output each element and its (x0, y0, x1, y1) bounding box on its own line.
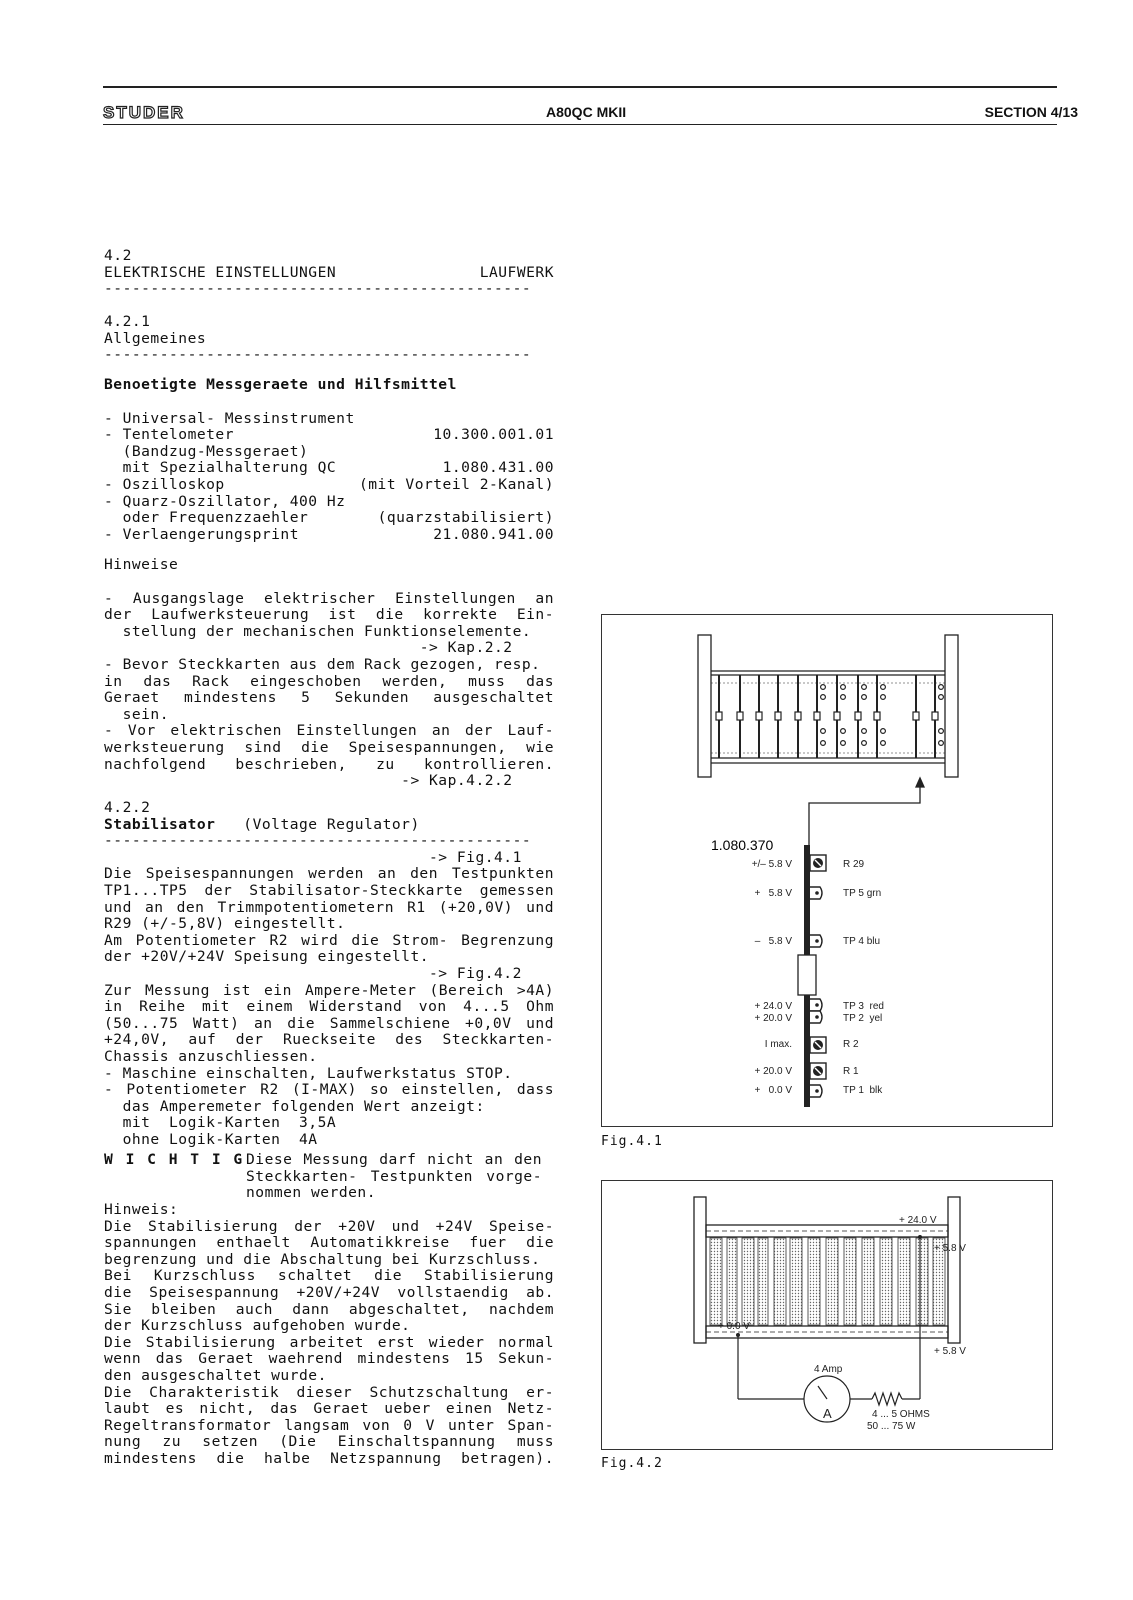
studer-logo: STUDER (103, 103, 185, 122)
text-line: Regeltransformator langsam von 0 V unter Span- (104, 1416, 554, 1434)
text-line: in Reihe mit einem Widerstand von 4...5 Ohm (104, 998, 554, 1016)
text-line: Chassis anzuschliessen. (104, 1047, 318, 1065)
rack-test-point (821, 729, 826, 734)
tool-item (104, 427, 554, 444)
tool-reference: (mit Vorteil 2-Kanal) (358, 475, 554, 493)
text-line: Sie bleiben auch dann abgeschaltet, nachdem (104, 1300, 554, 1318)
text-line: +24,0V, auf der Rueckseite des Steckkarten- (104, 1031, 554, 1049)
figure-4-1-caption: Fig.4.1 (601, 1134, 663, 1149)
tool-item (104, 527, 554, 544)
arrow-to-rack (809, 778, 924, 845)
header-top-rule (103, 86, 1057, 88)
tool-reference: 1.080.431.00 (442, 459, 554, 477)
rear-card-connector (826, 1238, 838, 1325)
rack-test-point (939, 729, 944, 734)
test-point-hole (815, 1003, 819, 1007)
rack-test-point (939, 695, 944, 700)
text-line: Die Speisespannungen werden an den Testpunkten (104, 865, 554, 883)
card-component (798, 955, 816, 995)
stabilisator-text (104, 850, 554, 1149)
text-line: Geraet mindestens 5 Sekunden ausgeschaltet (104, 689, 554, 707)
label-point-4: TP 3 red (843, 1001, 884, 1012)
tool-item (104, 411, 554, 428)
text-line: nachfolgend beschrieben, zu kontrollieren. (104, 755, 554, 773)
text-line: sein. (104, 705, 170, 723)
text-line: -> Fig.4.1 (104, 848, 522, 866)
tool-name: - Oszilloskop (104, 475, 225, 493)
text-line: (50...75 Watt) an die Sammelschiene +0,0V und (104, 1014, 554, 1032)
tool-item (104, 510, 554, 527)
text-line: in das Rack eingeschoben werden, muss das (104, 672, 554, 690)
tool-name: - Verlaengerungsprint (104, 525, 300, 543)
test-point-hole (815, 1089, 819, 1093)
figure-4-2-caption: Fig.4.2 (601, 1456, 663, 1471)
label-voltage-5: + 20.0 V (754, 1013, 792, 1024)
label-watts: 50 ... 75 W (867, 1421, 916, 1432)
text-line: den ausgeschaltet wurde. (104, 1366, 327, 1384)
rack-test-point (939, 685, 944, 690)
tool-name: - Quarz-Oszillator, 400 Hz (104, 492, 346, 510)
figure-4-2 (601, 1180, 1053, 1450)
rack-test-point (841, 729, 846, 734)
tool-reference: 10.300.001.01 (433, 426, 554, 444)
label-point-6: R 2 (843, 1039, 859, 1050)
rack-card-handle (834, 712, 840, 720)
rear-card-connector (790, 1238, 802, 1325)
hinweise-block (104, 557, 554, 790)
ammeter-symbol: A (823, 1406, 832, 1421)
rear-card-connector (916, 1238, 928, 1325)
card-part-number: 1.080.370 (711, 837, 774, 853)
hinweise-heading: Hinweise (104, 556, 179, 573)
label-voltage-8: + 0.0 V (754, 1085, 792, 1096)
card-rack (698, 635, 958, 777)
text-line: - Vor elektrischen Einstellungen an der Lauf- (104, 722, 554, 740)
text-line: nung zu setzen (Die Einschaltspannung muss (104, 1433, 554, 1451)
text-line: - Potentiometer R2 (I-MAX) so einstellen, dass (104, 1081, 554, 1099)
rack-test-point (821, 695, 826, 700)
tool-item (104, 477, 554, 494)
tool-name: mit Spezialhalterung QC (104, 459, 337, 477)
label-voltage-7: + 20.0 V (754, 1066, 792, 1077)
label-voltage-3: – 5.8 V (754, 936, 792, 947)
rack-test-point (821, 741, 826, 746)
text-line: - Bevor Steckkarten aus dem Rack gezogen, resp. (104, 655, 541, 673)
rear-card-connector (898, 1238, 910, 1325)
rear-card-connector (742, 1238, 754, 1325)
label-point-5: TP 2 yel (843, 1013, 883, 1024)
subsection-divider: ---------------------------------------------- (104, 347, 532, 364)
test-point-hole (815, 891, 819, 895)
rack-test-point (939, 741, 944, 746)
text-line: die Speisespannung +20V/+24V vollstaendig ab. (104, 1283, 554, 1301)
rack-test-point (841, 695, 846, 700)
rack-test-point (841, 685, 846, 690)
subsection-number: 4.2.2 (104, 799, 151, 816)
text-line: Die Stabilisierung arbeitet erst wieder normal (104, 1333, 554, 1351)
rack-card-handle (855, 712, 861, 720)
rear-card-connector (758, 1238, 768, 1325)
section-4-2 (104, 248, 554, 298)
subsection-divider: ---------------------------------------------- (104, 833, 532, 850)
text-line: wenn das Geraet waehrend mindestens 15 Sekun- (104, 1350, 554, 1368)
rear-card-connector (808, 1238, 820, 1325)
rack-card-handle (932, 712, 938, 720)
section-title: ELEKTRISCHE EINSTELLUNGEN (104, 263, 337, 281)
tool-item (104, 494, 554, 511)
tool-item (104, 460, 554, 477)
text-line: werksteuerung sind die Speisespannungen, wie (104, 738, 554, 756)
wichtig-label: W I C H T I G (104, 1151, 245, 1168)
figure-4-1-drawing (602, 615, 1051, 1125)
text-line: - Maschine einschalten, Laufwerkstatus STOP. (104, 1064, 513, 1082)
label-point-8: TP 1 blk (843, 1085, 883, 1096)
text-line: R29 (+/-5,8V) eingestellt. (104, 915, 346, 933)
text-line: der +20V/+24V Speisung eingestellt. (104, 948, 430, 966)
text-line: -> Fig.4.2 (104, 964, 522, 982)
text-line: mit Logik-Karten 3,5A (104, 1114, 337, 1132)
hinweis-text (104, 1219, 554, 1468)
text-line: Die Stabilisierung der +20V und +24V Speise- (104, 1217, 554, 1235)
rack-test-point (821, 685, 826, 690)
tools-list (104, 411, 554, 544)
subsection-title: Allgemeines (104, 329, 207, 347)
tools-block (104, 377, 554, 543)
tool-reference: 21.080.941.00 (433, 525, 554, 543)
label-voltage-6: I max. (764, 1039, 792, 1050)
text-line: stellung der mechanischen Funktionselemente. (104, 622, 532, 640)
figure-4-1 (601, 614, 1053, 1127)
section-4-2-2 (104, 800, 554, 1148)
label-amp: 4 Amp (814, 1364, 843, 1375)
text-line: ohne Logik-Karten 4A (104, 1130, 318, 1148)
label-point-7: R 1 (843, 1066, 859, 1077)
rack-test-point (881, 685, 886, 690)
tool-item (104, 444, 554, 461)
label-bottom-bus: + 0.0 V (718, 1321, 750, 1332)
text-line: laubt es nicht, das Geraet ueber einen Netz- (104, 1400, 554, 1418)
rack-card-handle (913, 712, 919, 720)
text-line: -> Kap.2.2 (104, 639, 513, 657)
model-name: A80QC MKII (546, 104, 627, 120)
wichtig-line: Diese Messung darf nicht an den (246, 1151, 542, 1168)
wichtig-line: nommen werden. (246, 1184, 377, 1202)
subsection-title-row (104, 817, 554, 834)
text-line: Zur Messung ist ein Ampere-Meter (Bereich >4A) (104, 981, 554, 999)
section-number: SECTION 4/13 (984, 104, 1078, 120)
tools-heading: Benoetigte Messgeraete und Hilfsmittel (104, 376, 457, 393)
text-line: der Laufwerksteuerung ist die korrekte Ein- (104, 606, 554, 624)
hinweis-heading: Hinweis: (104, 1201, 179, 1218)
text-line: Bei Kurzschluss schaltet die Stabilisierung (104, 1267, 554, 1285)
text-line: TP1...TP5 der Stabilisator-Steckkarte gemessen (104, 881, 554, 899)
text-line: Die Charakteristik dieser Schutzschaltung er- (104, 1383, 554, 1401)
label-right-bottom: + 5.8 V (934, 1346, 966, 1357)
rack-test-point (862, 685, 867, 690)
rack-test-point (881, 729, 886, 734)
rack-test-point (862, 729, 867, 734)
label-voltage-2: + 5.8 V (754, 888, 792, 899)
rack-card-handle (814, 712, 820, 720)
text-line: begrenzung und die Abschaltung bei Kurzschluss. (104, 1250, 541, 1268)
rear-card-connector (862, 1238, 874, 1325)
text-line: -> Kap.4.2.2 (104, 772, 513, 790)
section-title-row (104, 265, 554, 282)
label-right-top: + 5.8 V (934, 1243, 966, 1254)
wichtig-line: Steckkarten- Testpunkten vorge- (246, 1167, 542, 1185)
tool-name: - Universal- Messinstrument (104, 409, 355, 427)
section-title-right: LAUFWERK (479, 263, 554, 281)
label-ohms: 4 ... 5 OHMS (872, 1409, 930, 1420)
tool-name: - Tentelometer (104, 426, 235, 444)
figure-4-2-drawing (602, 1181, 1051, 1448)
label-point-3: TP 4 blu (843, 936, 881, 947)
wichtig-block (104, 1152, 554, 1202)
section-number: 4.2 (104, 247, 132, 264)
test-point-hole (815, 1015, 819, 1019)
rack-card-handle (775, 712, 781, 720)
hinweise-list (104, 591, 554, 790)
section-divider: ---------------------------------------------- (104, 281, 532, 298)
rack-test-point (881, 695, 886, 700)
subsection-title: Stabilisator (104, 815, 216, 833)
rack-test-point (862, 741, 867, 746)
test-point-hole (815, 939, 819, 943)
header-bottom-rule (103, 124, 1057, 125)
text-line: - Ausgangslage elektrischer Einstellungen an (104, 589, 554, 607)
rack-test-point (862, 695, 867, 700)
rack-card-handle (874, 712, 880, 720)
rack-test-point (881, 741, 886, 746)
label-top-bus: + 24.0 V (899, 1215, 937, 1226)
text-line: der Kurzschluss aufgehoben wurde. (104, 1317, 411, 1335)
text-line: spannungen enthaelt Automatikkreise fuer die (104, 1234, 554, 1252)
rear-card-connector (844, 1238, 856, 1325)
text-line: Am Potentiometer R2 wird die Strom- Begrenzung (104, 931, 554, 949)
subsection-number: 4.2.1 (104, 313, 151, 330)
hinweis-block (104, 1202, 554, 1468)
tool-name: (Bandzug-Messgeraet) (104, 442, 309, 460)
section-4-2-1 (104, 314, 554, 364)
label-voltage-4: + 24.0 V (754, 1001, 792, 1012)
label-point-1: R 29 (843, 859, 865, 870)
label-voltage-1: +/– 5.8 V (751, 859, 792, 870)
rack-card-handle (716, 712, 722, 720)
rear-card-connector (710, 1238, 722, 1325)
rack-test-point (841, 741, 846, 746)
tool-name: oder Frequenzzaehler (104, 509, 309, 527)
label-point-2: TP 5 grn (843, 888, 882, 899)
text-line: mindestens die halbe Netzspannung betragen). (104, 1449, 554, 1467)
rack-card-handle (737, 712, 743, 720)
subsection-subtitle: (Voltage Regulator) (243, 815, 420, 833)
rear-card-connector (774, 1238, 786, 1325)
rear-card-connector (727, 1238, 737, 1325)
rack-card-handle (795, 712, 801, 720)
rack-card-handle (756, 712, 762, 720)
text-line: und an den Trimmpotentiometern R1 (+20,0V) und (104, 898, 554, 916)
rear-card-connector (880, 1238, 892, 1325)
tool-reference: (quarzstabilisiert) (377, 509, 554, 527)
wichtig-text (246, 1152, 542, 1202)
text-line: das Amperemeter folgenden Wert anzeigt: (104, 1097, 485, 1115)
